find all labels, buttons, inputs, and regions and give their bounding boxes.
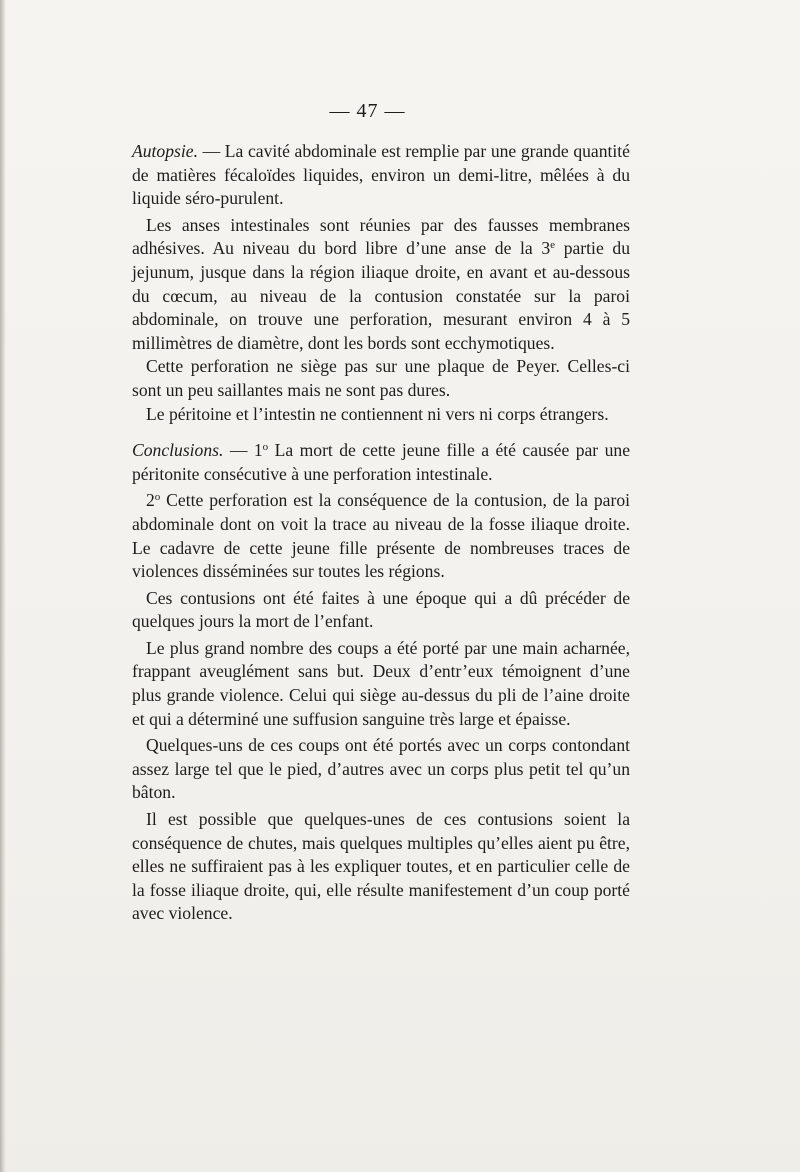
body-text bbox=[132, 140, 630, 926]
paragraph-text: Cette perforation ne siège pas sur une plaque de Peyer. Celles-ci sont un peu saillantes mais ne sont pas dures. bbox=[132, 356, 630, 400]
paragraph-corps-contondant bbox=[132, 734, 630, 805]
paragraph-peyer bbox=[132, 355, 630, 402]
paragraph-text: Les anses intestinales sont réunies par des fausses membranes adhésives. Au niveau du bord libre d’une anse de la 3 bbox=[132, 214, 630, 259]
paragraph-text: — 1 bbox=[223, 440, 263, 461]
paragraph-conclusions bbox=[132, 439, 630, 486]
paragraph-coups bbox=[132, 637, 630, 731]
paragraph-text: Cette perforation est la conséquence de la contusion, de la paroi abdominale dont on voit la trace au niveau de la fosse iliaque droite. Le cadavre de cette jeune fille présente de nombreuses traces de violences disséminées sur toutes les régions. bbox=[132, 490, 630, 582]
paragraph-contusions-epoque bbox=[132, 587, 630, 634]
paragraph-anses bbox=[132, 214, 630, 356]
superscript: o bbox=[262, 441, 269, 454]
paragraph-autopsie bbox=[132, 140, 630, 211]
paragraph-text: Quelques-uns de ces coups ont été portés avec un corps contondant assez large tel que le pied, d’autres avec un corps plus petit tel qu’un bâton. bbox=[132, 735, 630, 803]
paragraph-text: Le plus grand nombre des coups a été porté par une main acharnée, frappant aveuglément sans but. Deux d’entr’eux témoignent d’une plus grande violence. Celui qui siège au-dessus du pli de l’aine droite et qui a déterminé une suffusion sanguine très large et épaisse. bbox=[132, 637, 630, 729]
paragraph-text: La mort de cette jeune fille a été causée par une péritonite consécutive à une perforation intestinale. bbox=[132, 440, 630, 484]
section-label-autopsie: Autopsie. bbox=[132, 141, 198, 161]
paragraph-chutes bbox=[132, 808, 630, 926]
paragraph-text: — La cavité abdominale est remplie par une grande quantité de matières fécaloïdes liquides, environ un demi-litre, mêlées à du liquide séro-purulent. bbox=[132, 141, 630, 209]
paragraph-conclusion-2 bbox=[132, 489, 630, 583]
page-binding-edge bbox=[0, 0, 6, 1172]
section-label-conclusions: Conclusions. bbox=[132, 440, 224, 461]
paragraph-text: 2 bbox=[146, 490, 155, 511]
paragraph-text: Il est possible que quelques-unes de ces contusions soient la conséquence de chutes, mais quelques multiples qu’elles aient pu être, elles ne suffiraient pas à les expliquer toutes, et en particulier celle de la fosse iliaque droite, qui, elle résulte manifestement d’un coup porté avec violence. bbox=[132, 809, 630, 924]
paragraph-text: Ces contusions ont été faites à une époque qui a dû précéder de quelques jours la mort de l’enfant. bbox=[132, 587, 630, 632]
paragraph-text: Le péritoine et l’intestin ne contiennent ni vers ni corps étrangers. bbox=[146, 403, 609, 424]
paragraph-text: partie du jejunum, jusque dans la région iliaque droite, en avant et au-dessous du cœcum, au niveau de la contusion constatée sur la paroi abdominale, on trouve une perforation, mesurant environ 4 à 5 millimètres de diamètre, dont les bords sont ecchymotiques. bbox=[132, 238, 630, 353]
page-number: — 47 — bbox=[329, 100, 406, 122]
superscript: o bbox=[154, 491, 161, 504]
superscript: e bbox=[550, 239, 556, 252]
paragraph-peritoine bbox=[132, 403, 630, 427]
